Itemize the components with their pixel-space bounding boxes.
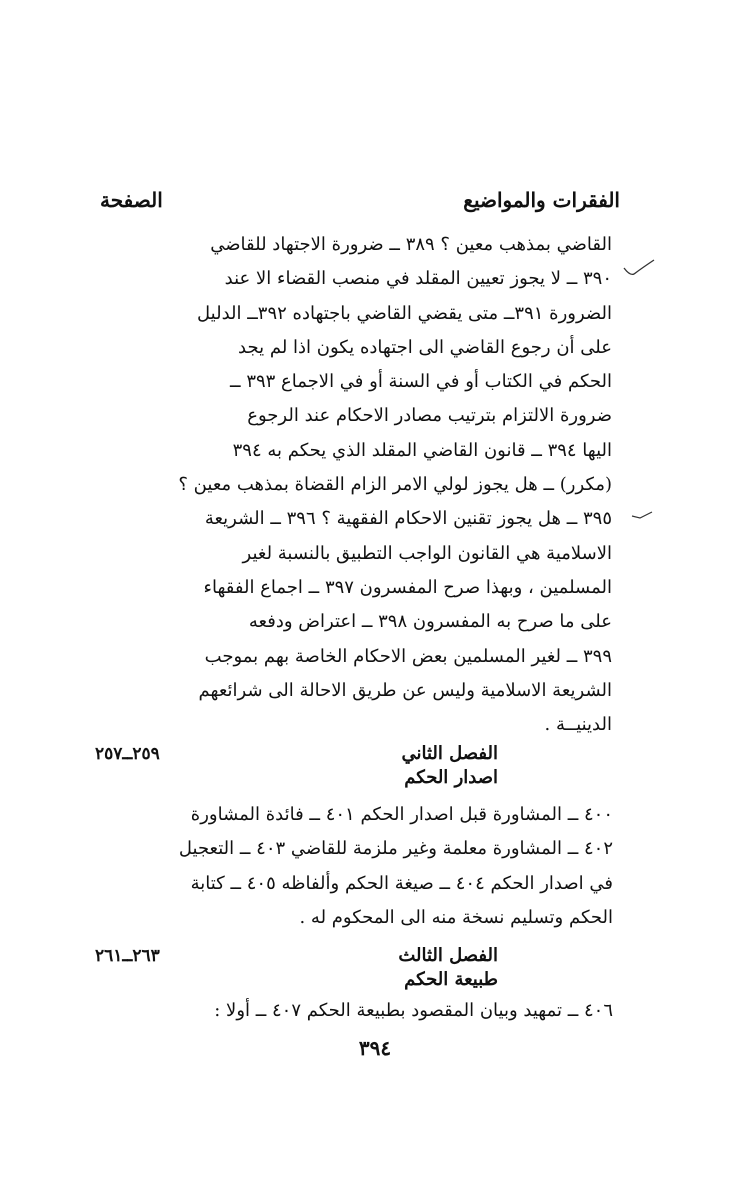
text-line: ٣٩٥ ــ هل يجوز تقنين الاحكام الفقهية ؟ ٣٩٦ ــ الشريعة: [204, 508, 612, 530]
chapter-three-titles: [238, 944, 498, 992]
chapter-three-page-range: ٢٦٣ــ٢٦١: [95, 946, 160, 966]
chapter-two-subtitle: اصدار الحكم: [404, 767, 498, 788]
text-line: المسلمين ، وبهذا صرح المفسرون ٣٩٧ ــ اجماع الفقهاء: [203, 576, 612, 598]
text-line: الدينيــة .: [544, 714, 612, 736]
text-line: على أن رجوع القاضي الى اجتهاده يكون اذا لم يجد: [238, 336, 612, 358]
text-line: ٤٠٦ ــ تمهيد وبيان المقصود بطبيعة الحكم ٤٠٧ ــ أولا :: [214, 1000, 613, 1021]
chapter-two-page-range: ٢٥٩ــ٢٥٧: [95, 744, 160, 764]
handwritten-tick-mark: [630, 510, 654, 522]
chapter-two-section: [95, 742, 613, 935]
handwritten-check-mark: [622, 258, 656, 280]
text-line: الاسلامية هي القانون الواجب التطبيق بالنسبة لغير: [242, 542, 612, 564]
chapter-two-heading: [95, 742, 613, 790]
chapter-two-titles: [238, 742, 498, 790]
text-line: في اصدار الحكم ٤٠٤ ــ صيغة الحكم وألفاظه ٤٠٥ ــ كتابة: [190, 872, 613, 894]
index-entries: [178, 228, 612, 742]
text-line: الحكم في الكتاب أو في السنة أو في الاجماع ٣٩٣ ــ: [230, 371, 612, 393]
chapter-three-title: الفصل الثالث: [398, 945, 498, 966]
text-line: الضرورة ٣٩١ــ متى يقضي القاضي باجتهاده ٣٩٢ــ الدليل: [197, 302, 612, 324]
text-line: ٣٩٩ ــ لغير المسلمين بعض الاحكام الخاصة بهم بموجب: [204, 645, 612, 667]
chapter-two-title: الفصل الثاني: [401, 743, 498, 764]
text-line: على ما صرح به المفسرون ٣٩٨ ــ اعتراض ودفعه: [248, 611, 612, 633]
text-line: ٣٩٠ ــ لا يجوز تعيين المقلد في منصب القضاء الا عند: [224, 268, 612, 290]
chapter-two-entries: [178, 798, 613, 935]
column-header: [100, 180, 620, 220]
chapter-three-heading: [95, 944, 613, 992]
text-line: ٤٠٠ ــ المشاورة قبل اصدار الحكم ٤٠١ ــ فائدة المشاورة: [190, 804, 613, 825]
text-line: القاضي بمذهب معين ؟ ٣٨٩ ــ ضرورة الاجتهاد للقاضي: [210, 234, 612, 255]
chapter-three-subtitle: طبيعة الحكم: [404, 969, 498, 990]
page-column-label: الصفحة: [100, 188, 163, 212]
chapter-three-section: [95, 944, 613, 1028]
text-line: ضرورة الالتزام بترتيب مصادر الاحكام عند الرجوع: [247, 405, 612, 427]
text-line: ٤٠٢ ــ المشاورة معلمة وغير ملزمة للقاضي ٤٠٣ ــ التعجيل: [178, 838, 613, 860]
text-line: (مكرر) ــ هل يجوز لولي الامر الزام القضاة بمذهب معين ؟: [178, 474, 612, 496]
text-line: الحكم وتسليم نسخة منه الى المحكوم له .: [299, 906, 613, 928]
text-line: الشريعة الاسلامية وليس عن طريق الاحالة الى شرائعهم: [198, 679, 612, 701]
chapter-three-entries: [199, 994, 613, 1028]
topics-column-label: الفقرات والمواضيع: [463, 188, 620, 212]
page-number: ٣٩٤: [358, 1036, 392, 1060]
text-line: اليها ٣٩٤ ــ قانون القاضي المقلد الذي يحكم به ٣٩٤: [232, 439, 612, 461]
